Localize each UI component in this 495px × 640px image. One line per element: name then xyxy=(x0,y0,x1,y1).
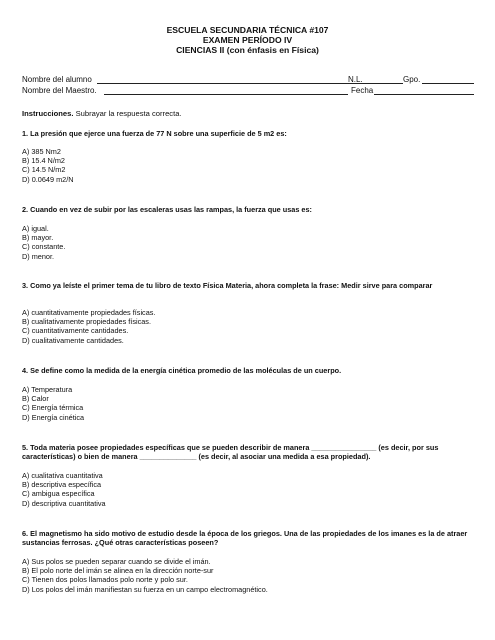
question-6: 6. El magnetismo ha sido motivo de estudio desde la época de los griegos. Una de las propiedades de los imanes es la de atraer sustancias ferrosas. ¿Qué otras características poseen? xyxy=(22,529,468,548)
exam-title: EXAMEN PERÍODO IV xyxy=(202,35,293,45)
option-4a[interactable]: A) Temperatura xyxy=(22,385,73,394)
teacher-name-label: Nombre del Maestro. xyxy=(22,86,97,95)
option-4d[interactable]: D) Energía cinética xyxy=(22,412,85,422)
question-5-options xyxy=(22,471,474,508)
date-field[interactable] xyxy=(374,94,474,95)
question-1-options xyxy=(22,147,474,184)
option-2a[interactable]: A) igual. xyxy=(22,224,49,233)
question-1: 1. La presión que ejerce una fuerza de 77 N sobre una superficie de 5 m2 es: xyxy=(22,129,287,138)
option-4c[interactable]: C) Energía térmica xyxy=(22,403,84,413)
option-3d[interactable]: D) cualitativamente cantidades. xyxy=(22,335,124,345)
option-6a[interactable]: A) Sus polos se pueden separar cuando se divide el imán. xyxy=(22,557,211,566)
instructions-text: Subrayar la respuesta correcta. xyxy=(73,109,182,118)
option-2b[interactable]: B) mayor. xyxy=(22,233,54,243)
option-5d[interactable]: D) descriptiva cuantitativa xyxy=(22,498,106,508)
date-label: Fecha xyxy=(351,86,374,95)
option-2d[interactable]: D) menor. xyxy=(22,251,55,261)
instructions xyxy=(22,109,182,119)
option-3b[interactable]: B) cualitativamente propiedades físicas. xyxy=(22,317,151,327)
option-1c[interactable]: C) 14.5 N/m2 xyxy=(22,165,66,175)
student-name-label: Nombre del alumno xyxy=(22,75,92,84)
instructions-label: Instrucciones. xyxy=(22,109,74,118)
nl-label: N.L. xyxy=(348,75,363,84)
nl-field[interactable] xyxy=(367,83,403,84)
teacher-row xyxy=(22,85,474,97)
option-2c[interactable]: C) constante. xyxy=(22,242,66,252)
subject-title: CIENCIAS II (con énfasis en Física) xyxy=(176,45,319,55)
teacher-name-field[interactable] xyxy=(104,94,348,95)
question-6-options xyxy=(22,557,474,594)
group-label: Gpo. xyxy=(403,75,421,84)
group-field[interactable] xyxy=(422,83,474,84)
question-2-options xyxy=(22,224,474,261)
option-5a[interactable]: A) cualitativa cuantitativa xyxy=(22,471,103,480)
option-6b[interactable]: B) El polo norte del imán se alinea en la dirección norte-sur xyxy=(22,566,214,576)
option-4b[interactable]: B) Calor xyxy=(22,394,49,404)
option-6c[interactable]: C) Tienen dos polos llamados polo norte y polo sur. xyxy=(22,575,188,585)
option-1a[interactable]: A) 385 Nm2 xyxy=(22,147,61,156)
option-5c[interactable]: C) ambigua específica xyxy=(22,489,95,499)
question-4-options xyxy=(22,385,474,422)
question-2: 2. Cuando en vez de subir por las escaleras usas las rampas, la fuerza que usas es: xyxy=(22,205,312,214)
option-6d[interactable]: D) Los polos del imán manifiestan su fuerza en un campo electromagnético. xyxy=(22,584,268,594)
student-name-field[interactable] xyxy=(97,83,367,84)
question-5: 5. Toda materia posee propiedades específicas que se pueden describir de manera ________________ (es decir, por sus características) o bien de manera ______________ (es decir, al asociar una medida a esa propiedad). xyxy=(22,443,439,462)
option-3c[interactable]: C) cuantitativamente cantidades. xyxy=(22,326,129,336)
option-5b[interactable]: B) descriptiva específica xyxy=(22,480,102,490)
question-4: 4. Se define como la medida de la energía cinética promedio de las moléculas de un cuerpo. xyxy=(22,366,342,375)
school-title: ESCUELA SECUNDARIA TÉCNICA #107 xyxy=(166,25,329,35)
question-3: 3. Como ya leíste el primer tema de tu libro de texto Física Materia, ahora completa la frase: Medir sirve para comparar xyxy=(22,281,433,290)
option-1d[interactable]: D) 0.0649 m2/N xyxy=(22,174,74,184)
option-3a[interactable]: A) cuantitativamente propiedades físicas. xyxy=(22,308,156,317)
question-3-options xyxy=(22,308,474,345)
option-1b[interactable]: B) 15.4 N/m2 xyxy=(22,156,65,166)
